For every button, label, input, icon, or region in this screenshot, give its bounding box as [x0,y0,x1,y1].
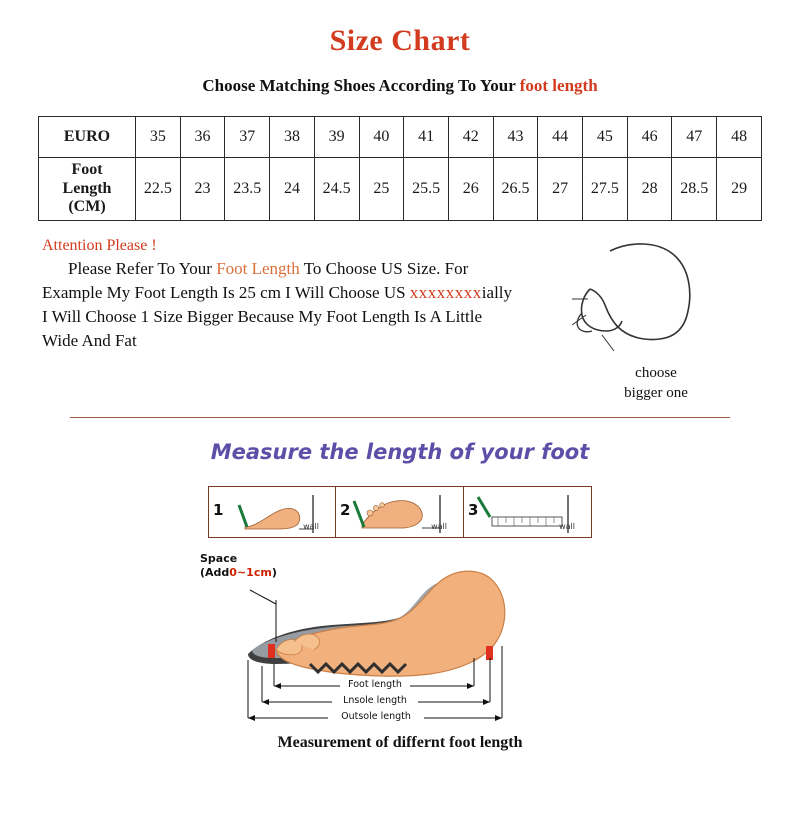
space-label-value: 0~1cm [229,565,272,579]
length-cell-11: 28 [627,158,672,221]
step-3-wall-label: wall [559,522,575,531]
diagram-caption: Measurement of differnt foot length [277,734,523,751]
subtitle-highlight: foot length [519,76,598,95]
row-header-line1: Foot [71,161,103,179]
callout-line1: choose [635,365,677,381]
euro-cell-11: 46 [627,117,672,158]
length-cell-8: 26.5 [493,158,538,221]
attention-line3-b: ially I Will Choose 1 Size [42,283,513,327]
attention-section [38,237,762,415]
euro-cell-3: 38 [270,117,315,158]
length-cell-6: 25.5 [404,158,449,221]
space-label-prefix: (Add [200,565,230,579]
page-title: Size Chart [329,24,471,57]
attention-line1-a: Please Refer To Your [68,259,217,278]
euro-cell-7: 42 [448,117,493,158]
euro-cell-1: 36 [180,117,225,158]
attention-body [42,257,512,354]
step-1-number: 1 [213,501,224,519]
space-label-line1: Space [200,552,238,565]
step-2-wall-label: wall [431,522,447,531]
step-1-illustration [209,487,337,539]
subtitle-text: Choose Matching Shoes According To Your [202,76,520,95]
measure-label-insole-length: Lnsole length [343,695,407,706]
row-header-euro: EURO [39,117,136,158]
euro-cell-12: 47 [672,117,717,158]
size-table [38,116,762,221]
length-cell-7: 26 [448,158,493,221]
step-3-illustration [464,487,592,539]
length-cell-13: 29 [717,158,762,221]
row-header-line3: (CM) [68,198,106,216]
euro-cell-10: 45 [583,117,628,158]
attention-redacted-text: xxxxxxxx [409,283,482,303]
measure-label-foot-length: Foot length [348,679,402,690]
step-3 [464,486,592,538]
step-2-number: 2 [340,501,351,519]
length-cell-4: 24.5 [314,158,359,221]
size-table-wrapper [38,116,762,221]
choose-bigger-callout [596,363,716,404]
foot-outline-sketch [572,239,722,359]
euro-cell-2: 37 [225,117,270,158]
foot-measurement-diagram [190,546,610,726]
attention-line3-a: Will Choose US [294,283,410,303]
attention-foot-length-highlight: Foot Length [216,259,300,278]
euro-cell-5: 40 [359,117,404,158]
measure-heading: Measure the length of your foot [210,440,590,464]
length-cell-10: 27.5 [583,158,628,221]
length-cell-3: 24 [270,158,315,221]
step-2 [336,486,464,538]
page-subtitle [0,76,800,96]
euro-cell-9: 44 [538,117,583,158]
length-cell-12: 28.5 [672,158,717,221]
length-cell-2: 23.5 [225,158,270,221]
attention-line2: US Size. For Example My Foot Length Is 25 cm I [42,259,469,303]
length-cell-1: 23 [180,158,225,221]
euro-cell-8: 43 [493,117,538,158]
size-chart-page [0,24,800,824]
step-1 [208,486,336,538]
attention-line1-b: To Choose [299,259,377,278]
attention-line4: Bigger Because My Foot Length Is A Little Wide [42,307,483,351]
table-row-euro [39,117,762,158]
measure-steps [0,486,800,538]
step-2-illustration [336,487,464,539]
length-cell-5: 25 [359,158,404,221]
step-1-wall-label: wall [303,522,319,531]
euro-cell-4: 39 [314,117,359,158]
space-label-suffix: ) [271,565,277,579]
attention-heading: Attention Please ! [42,237,157,254]
row-header-foot-length [39,158,136,221]
length-cell-9: 27 [538,158,583,221]
euro-cell-0: 35 [136,117,181,158]
table-row-foot-length [39,158,762,221]
callout-line2: bigger one [624,385,688,402]
euro-cell-6: 41 [404,117,449,158]
row-header-line2: Length [62,179,112,197]
step-3-number: 3 [468,501,479,519]
attention-line5: And Fat [81,331,137,351]
length-cell-0: 22.5 [136,158,181,221]
section-divider [70,417,730,418]
euro-cell-13: 48 [717,117,762,158]
measure-label-outsole-length: Outsole length [341,711,411,722]
